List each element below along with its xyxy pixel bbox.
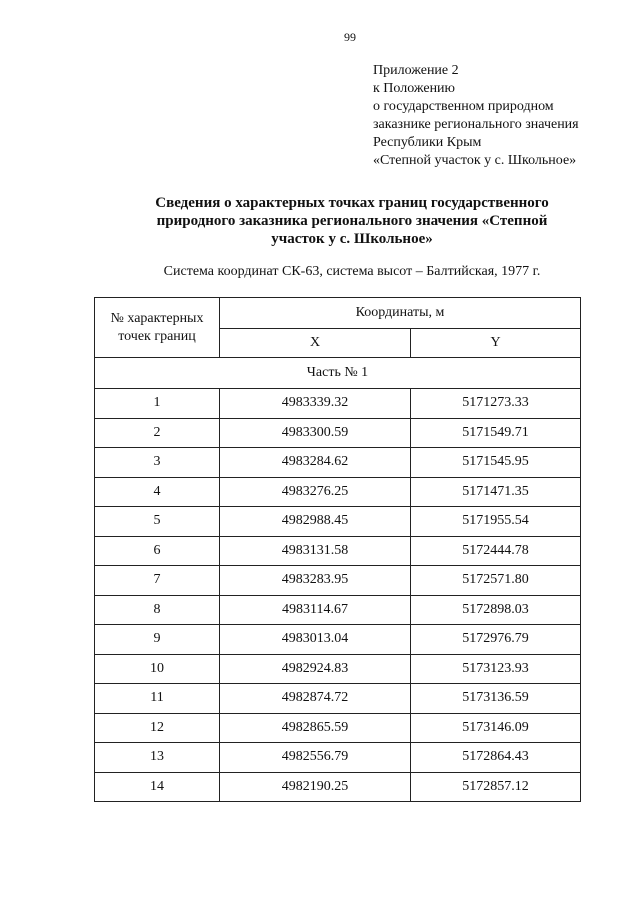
part-label: Часть № 1 [95,358,581,389]
point-number-cell: 9 [95,625,220,655]
y-coordinate-cell: 5172976.79 [411,625,581,655]
y-coordinate-cell: 5172571.80 [411,566,581,596]
coordinates-table-wrapper [94,297,580,802]
y-coordinate-cell: 5172857.12 [411,772,581,802]
appendix-line: о государственном природном [373,99,554,114]
table-row [95,772,581,802]
table-row [95,566,581,596]
y-coordinate-cell: 5172444.78 [411,536,581,566]
point-number-cell: 7 [95,566,220,596]
table-row [95,477,581,507]
x-coordinate-cell: 4982874.72 [220,684,411,714]
point-number-cell: 13 [95,743,220,773]
x-coordinate-cell: 4982865.59 [220,713,411,743]
point-number-cell: 5 [95,507,220,537]
table-row [95,625,581,655]
header-y: Y [411,329,581,358]
appendix-line: к Положению [373,81,456,96]
y-coordinate-cell: 5171471.35 [411,477,581,507]
y-coordinate-cell: 5171545.95 [411,448,581,478]
coordinate-system-note: Система координат СК-63, система высот – Балтийская, 1977 г. [163,264,541,279]
table-row [95,389,581,419]
x-coordinate-cell: 4983284.62 [220,448,411,478]
table-row [95,743,581,773]
x-coordinate-cell: 4982190.25 [220,772,411,802]
point-number-cell: 14 [95,772,220,802]
title-line: участок у с. Школьное» [271,231,433,247]
x-coordinate-cell: 4983276.25 [220,477,411,507]
table-row [95,654,581,684]
table-row [95,595,581,625]
x-coordinate-cell: 4983114.67 [220,595,411,625]
page-number: 99 [344,30,356,44]
header-point-number-line: точек границ [118,328,196,344]
title-line: Сведения о характерных точках границ государственного [155,195,549,211]
x-coordinate-cell: 4983339.32 [220,389,411,419]
x-coordinate-cell: 4983300.59 [220,418,411,448]
appendix-line: Республики Крым [373,135,482,150]
table-row [95,536,581,566]
y-coordinate-cell: 5171955.54 [411,507,581,537]
y-coordinate-cell: 5173146.09 [411,713,581,743]
table-row [95,507,581,537]
y-coordinate-cell: 5171549.71 [411,418,581,448]
y-coordinate-cell: 5172898.03 [411,595,581,625]
point-number-cell: 6 [95,536,220,566]
x-coordinate-cell: 4983131.58 [220,536,411,566]
header-point-number [95,298,220,358]
appendix-line: «Степной участок у с. Школьное» [373,153,577,168]
appendix-line: заказнике регионального значения [373,117,579,132]
x-coordinate-cell: 4982988.45 [220,507,411,537]
table-row [95,713,581,743]
y-coordinate-cell: 5172864.43 [411,743,581,773]
table-row [95,418,581,448]
y-coordinate-cell: 5173123.93 [411,654,581,684]
document-title [0,194,640,248]
coordinates-table [94,297,581,802]
point-number-cell: 8 [95,595,220,625]
point-number-cell: 1 [95,389,220,419]
x-coordinate-cell: 4983283.95 [220,566,411,596]
point-number-cell: 11 [95,684,220,714]
y-coordinate-cell: 5173136.59 [411,684,581,714]
x-coordinate-cell: 4982556.79 [220,743,411,773]
point-number-cell: 2 [95,418,220,448]
y-coordinate-cell: 5171273.33 [411,389,581,419]
x-coordinate-cell: 4982924.83 [220,654,411,684]
title-line: природного заказника регионального значения «Степной [156,213,548,229]
point-number-cell: 12 [95,713,220,743]
x-coordinate-cell: 4983013.04 [220,625,411,655]
appendix-note [373,62,579,170]
header-point-number-line: № характерных [110,310,204,326]
table-row [95,448,581,478]
header-x: X [220,329,411,358]
point-number-cell: 4 [95,477,220,507]
point-number-cell: 10 [95,654,220,684]
header-coordinates: Координаты, м [220,298,581,329]
table-row [95,684,581,714]
point-number-cell: 3 [95,448,220,478]
appendix-line: Приложение 2 [373,63,459,78]
